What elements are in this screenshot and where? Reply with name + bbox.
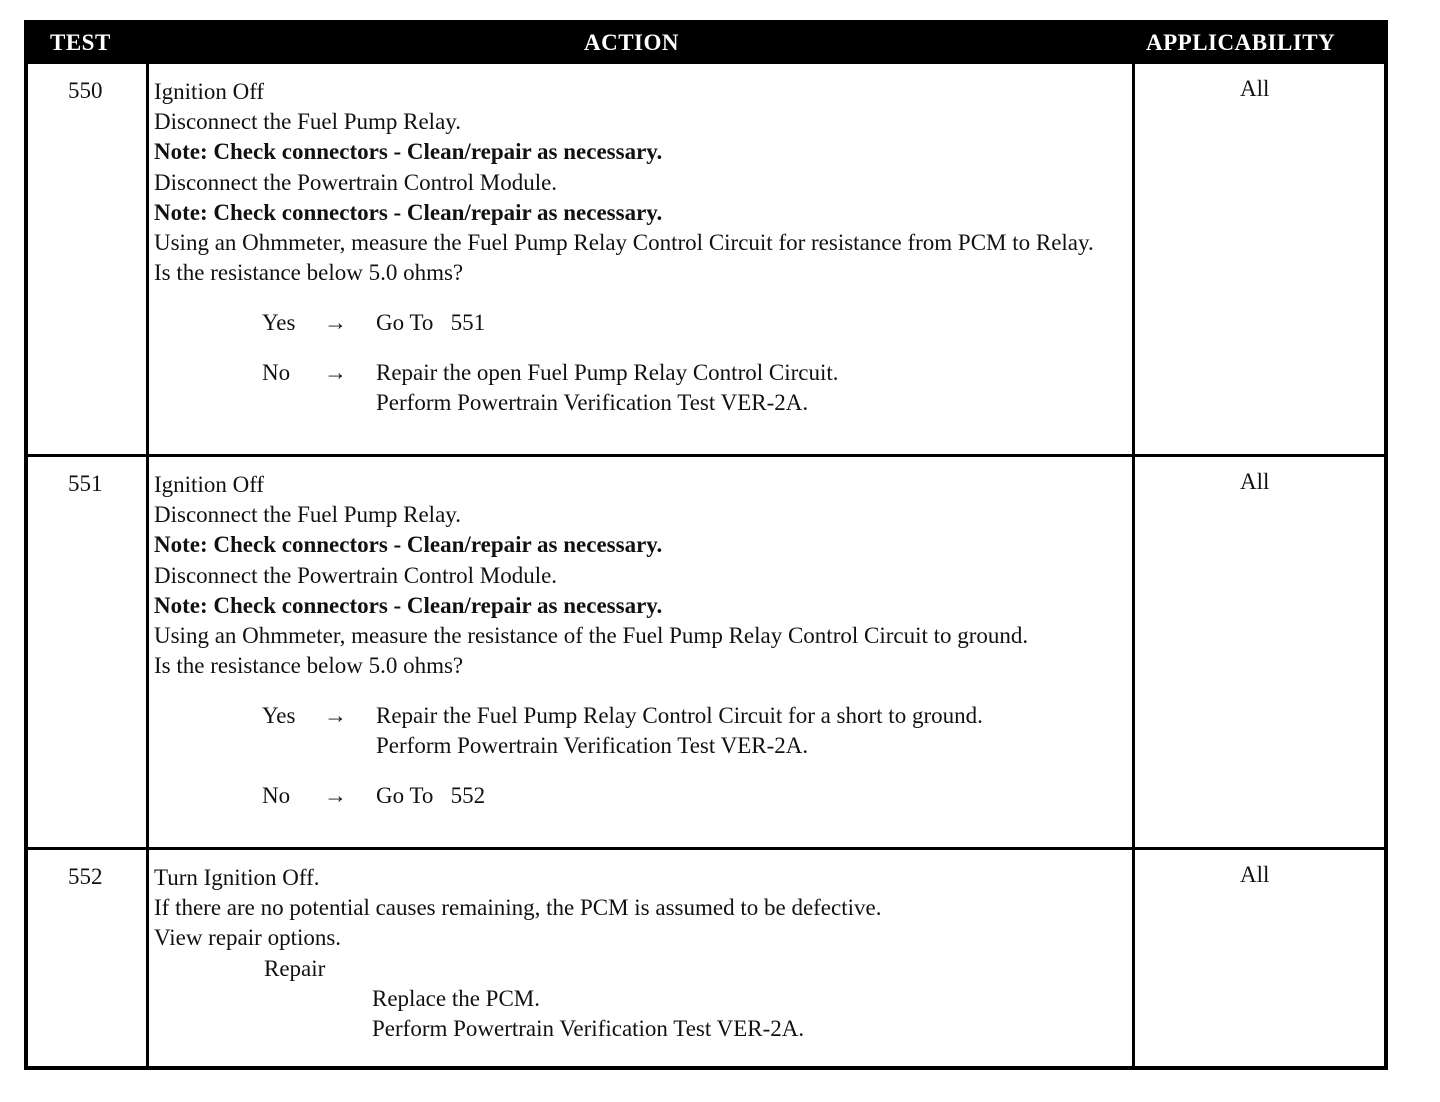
no-branch — [154, 358, 1129, 418]
yes-branch — [154, 701, 1129, 761]
note-line: Note: Check connectors - Clean/repair as necessary. — [154, 532, 663, 558]
action-line: View repair options. — [154, 925, 342, 951]
yes-label: Yes — [262, 703, 296, 729]
action-line: Disconnect the Fuel Pump Relay. — [154, 109, 462, 135]
yes-result-followup: Perform Powertrain Verification Test VER-2A. — [376, 733, 809, 759]
note-line: Note: Check connectors - Clean/repair as necessary. — [154, 199, 663, 225]
header-applicability: APPLICABILITY — [1146, 30, 1336, 55]
action-line: Turn Ignition Off. — [154, 865, 320, 890]
action-line: Using an Ohmmeter, measure the Fuel Pump Relay Control Circuit for resistance from PCM to Relay. — [154, 230, 1094, 256]
applicability-value: All — [1240, 76, 1270, 101]
action-line: Disconnect the Powertrain Control Module. — [154, 562, 558, 588]
arrow-icon: → — [324, 703, 347, 729]
note-line: Note: Check connectors - Clean/repair as necessary. — [154, 592, 663, 618]
applicability-value: All — [1240, 862, 1270, 887]
action-line: Ignition Off — [154, 79, 265, 104]
note-line: Note: Check connectors - Clean/repair as necessary. — [154, 139, 663, 165]
no-result: Go To 552 — [376, 783, 486, 809]
action-line: If there are no potential causes remaining, the PCM is assumed to be defective. — [154, 895, 882, 921]
test-number: 550 — [68, 78, 103, 103]
no-branch — [154, 781, 1129, 811]
no-label: No — [262, 783, 291, 809]
yes-label: Yes — [262, 310, 296, 336]
table-header — [28, 24, 1384, 64]
header-action: ACTION — [584, 30, 680, 55]
diagnostic-table — [24, 20, 1388, 1070]
no-result-followup: Perform Powertrain Verification Test VER-2A. — [376, 390, 809, 416]
question-line: Is the resistance below 5.0 ohms? — [154, 653, 464, 679]
repair-line: Perform Powertrain Verification Test VER-2A. — [372, 1016, 805, 1042]
table-row — [28, 457, 1384, 850]
no-label: No — [262, 360, 291, 386]
applicability-value: All — [1240, 469, 1270, 494]
no-result: Repair the open Fuel Pump Relay Control Circuit. — [376, 360, 839, 386]
arrow-icon: → — [324, 783, 347, 809]
arrow-icon: → — [324, 310, 347, 336]
header-test: TEST — [50, 30, 111, 55]
repair-label: Repair — [264, 955, 326, 981]
repair-line: Replace the PCM. — [372, 985, 540, 1011]
action-line: Disconnect the Fuel Pump Relay. — [154, 502, 462, 528]
action-cell — [154, 470, 1129, 811]
column-divider — [146, 64, 149, 1066]
test-number: 551 — [68, 471, 103, 496]
action-line: Using an Ohmmeter, measure the resistance of the Fuel Pump Relay Control Circuit to ground. — [154, 623, 1029, 649]
yes-branch — [154, 308, 1129, 338]
action-line: Disconnect the Powertrain Control Module. — [154, 169, 558, 195]
action-cell — [154, 77, 1129, 418]
test-number: 552 — [68, 864, 103, 889]
table-row — [28, 64, 1384, 457]
yes-result: Go To 551 — [376, 310, 486, 336]
arrow-icon: → — [324, 360, 347, 386]
action-line: Ignition Off — [154, 472, 265, 497]
question-line: Is the resistance below 5.0 ohms? — [154, 260, 464, 286]
yes-result: Repair the Fuel Pump Relay Control Circuit for a short to ground. — [376, 703, 983, 729]
table-row — [28, 850, 1384, 1070]
column-divider — [1132, 64, 1135, 1066]
action-cell — [154, 863, 1129, 1044]
